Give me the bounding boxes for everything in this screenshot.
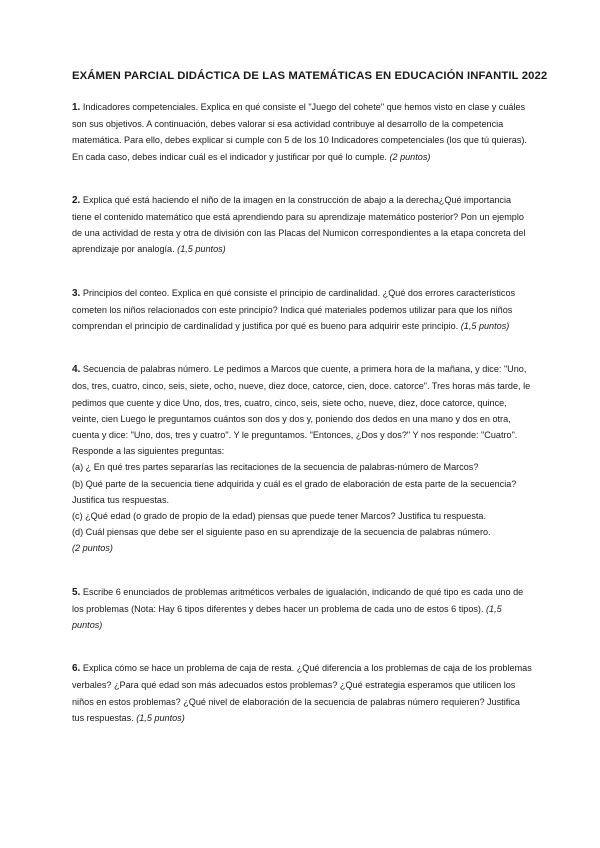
question-text: Principios del conteo. Explica en qué consiste el principio de cardinalidad. ¿Qué dos errores característicos cometen los niños relacionados con este principio? Indica qué materiales podemos utilizar para que los niños comprendan el principio de cardinalidad y justifica por qué es bueno para adquirir este principio. (72, 287, 516, 332)
exam-page (72, 70, 548, 726)
subquestion-d: (d) Cuál piensas que debe ser el siguiente paso en su aprendizaje de la secuencia de palabras número. (72, 527, 491, 538)
exam-title: EXÁMEN PARCIAL DIDÁCTICA DE LAS MATEMÁTICAS EN EDUCACIÓN INFANTIL 2022 (72, 70, 548, 82)
subquestion-c: (c) ¿Qué edad (o grado de propio de la edad) piensas que puede tener Marcos? Justifica tu respuesta. (72, 511, 487, 522)
question-points: (2 puntos) (72, 543, 113, 554)
question-number: 3. (72, 287, 81, 299)
question-6 (72, 660, 532, 726)
question-points: (1,5 puntos) (72, 603, 502, 631)
question-points: (1,5 puntos) (136, 712, 185, 723)
question-number: 6. (72, 663, 81, 675)
question-4 (72, 361, 532, 556)
question-5 (72, 584, 532, 634)
question-number: 5. (72, 586, 81, 598)
question-text: Indicadores competenciales. Explica en qué consiste el "Juego del cohete" que hemos visto en clase y cuáles son sus objetivos. A continuación, debes valorar si esa actividad contribuye al desarrollo de la competencia matemática. Para ello, debes explicar si cumple con 5 de los 10 Indicadores competenciales (los que tú quieras). En cada caso, debes indicar cuál es el indicador y justificar por qué lo cumple. (72, 102, 527, 162)
question-points: (1,5 puntos) (460, 321, 510, 332)
subquestion-b: (b) Qué parte de la secuencia tiene adquirida y cuál es el grado de elaboración de esta parte de la secuencia? Justifica tus respuestas. (72, 478, 517, 505)
question-number: 1. (72, 102, 81, 113)
question-number: 4. (72, 364, 81, 376)
question-number: 2. (72, 194, 81, 206)
question-1 (72, 99, 532, 165)
question-text: Secuencia de palabras número. Le pedimos a Marcos que cuente, a primera hora de la mañana, y dice: "Uno, dos, tres, cuatro, cinco, seis, siete, ocho, nueve, diez doce, catorce, cien, doce. catorce". Tres horas más tarde, le pedimos que cuente y dice Uno, dos, tres, cuatro, cinco, seis, siete ocho, nueve, diez, doce catorce, quince, veinte, cien Luego le preguntamos cuántos son dos y dos y, poniendo dos dedos en una mano y dos en otra, cuenta y dice: "Uno, dos, tres y cuatro". Y le preguntamos. "Entonces, ¿Dos y dos?" Y nos responde: "Cuatro". Responde a las siguientes preguntas: (72, 364, 531, 457)
question-points: (2 puntos) (389, 151, 431, 162)
question-text: Escribe 6 enunciados de problemas aritméticos verbales de igualación, indicando de qué tipo es cada uno de los problemas (Nota: Hay 6 tipos diferentes y debes hacer un problema de cada uno de estos 6 tipos). (72, 586, 524, 614)
question-text: Explica qué está haciendo el niño de la imagen en la construcción de abajo a la derecha¿Qué importancia tiene el contenido matemático que está aprendiendo para su aprendizaje matemático posterior? Pon un ejemplo de una actividad de resta y otra de división con las Placas del Numicon correspondientes a la etapa concreta del aprendizaje por analogía. (72, 194, 526, 255)
question-3 (72, 285, 532, 335)
subquestion-a: (a) ¿ En qué tres partes separarías las recitaciones de la secuencia de palabras-número de Marcos? (72, 462, 479, 473)
question-text: Explica cómo se hace un problema de caja de resta. ¿Qué diferencia a los problemas de caja de los problemas verbales? ¿Para qué edad son más adecuados estos problemas? ¿Qué estrategia esperamos que utilicen los niños en estos problemas? ¿Qué nivel de elaboración de la secuencia de palabras número requieren? Justifica tus respuestas. (72, 663, 532, 723)
question-points: (1,5 puntos) (177, 244, 226, 255)
question-2 (72, 192, 532, 258)
